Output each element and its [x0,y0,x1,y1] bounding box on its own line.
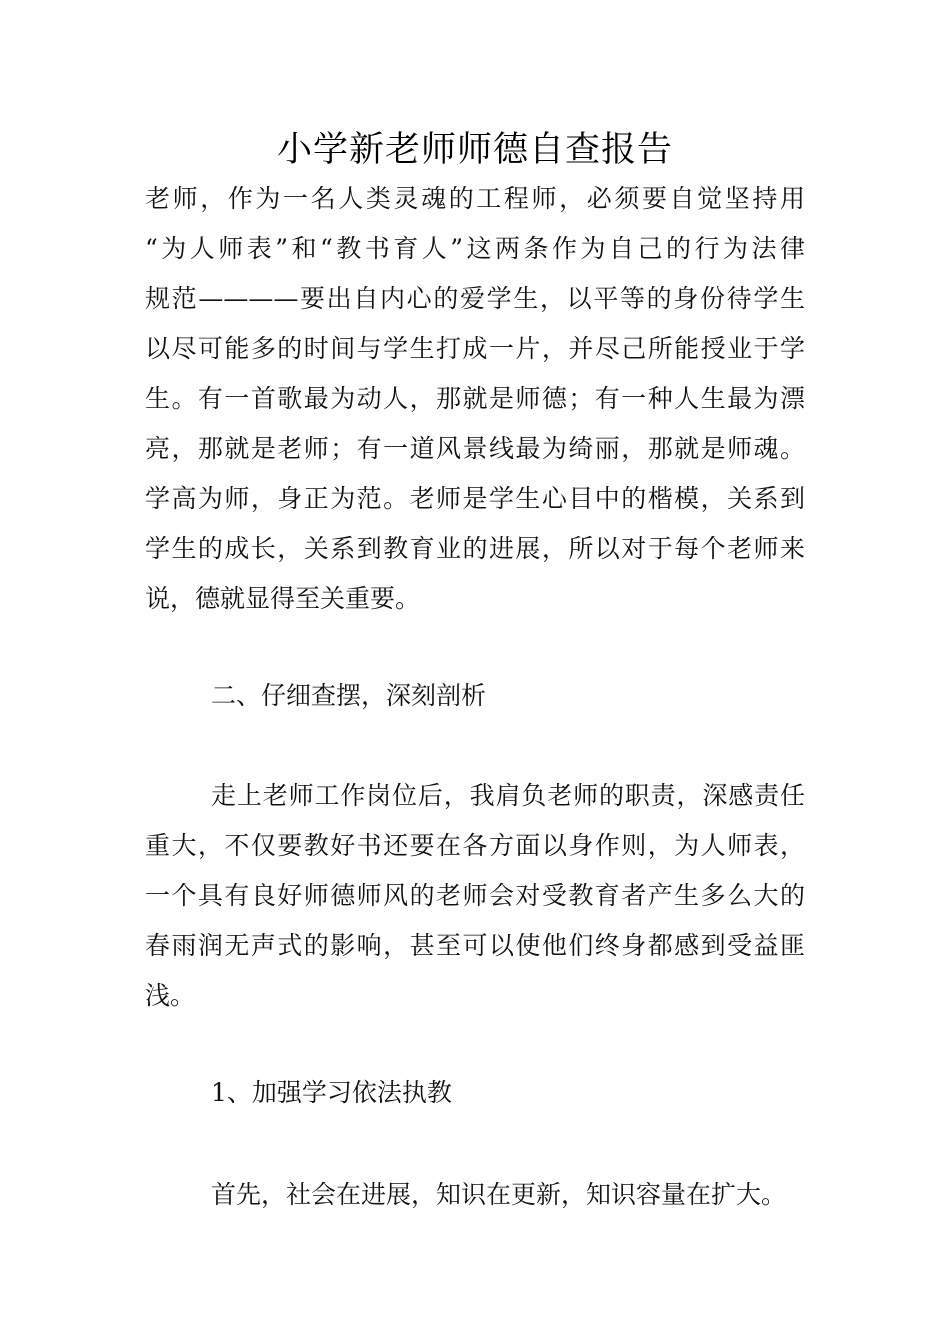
paragraph-line: 学生的成长，关系到教育业的进展，所以对于每个老师来 [145,534,805,563]
paragraph-line: “为人师表”和“教书育人”这两条作为自己的行为法律 [145,234,805,263]
paragraph-line: 一个具有良好师德师风的老师会对受教育者产生多么大的 [145,881,805,910]
section-heading: 二、仔细查摆，深刻剖析 [211,681,487,710]
paragraph-line: 说，德就显得至关重要。 [145,584,421,613]
paragraph-line: 亮，那就是老师；有一道风景线最为绮丽，那就是师魂。 [145,434,805,463]
paragraph-line: 浅。 [145,981,196,1010]
paragraph-line: 老师，作为一名人类灵魂的工程师，必须要自觉坚持用 [145,184,805,213]
document-title: 小学新老师师德自查报告 [276,130,673,170]
paragraph-line: 春雨润无声式的影响，甚至可以使他们终身都感到受益匪 [145,931,805,960]
paragraph-line: 走上老师工作岗位后，我肩负老师的职责，深感责任 [211,781,805,810]
paragraph-line: 重大，不仅要教好书还要在各方面以身作则，为人师表， [145,831,805,860]
paragraph-line: 以尽可能多的时间与学生打成一片，并尽己所能授业于学 [145,334,805,363]
paragraph-line: 首先，社会在进展，知识在更新，知识容量在扩大。 [211,1180,787,1209]
paragraph-line: 规范————要出自内心的爱学生，以平等的身份待学生 [145,284,805,313]
paragraph-line: 学高为师，身正为范。老师是学生心目中的楷模，关系到 [145,484,805,513]
subsection-heading: 1、加强学习依法执教 [211,1078,452,1107]
paragraph-line: 生。有一首歌最为动人，那就是师德；有一种人生最为漂 [145,384,805,413]
